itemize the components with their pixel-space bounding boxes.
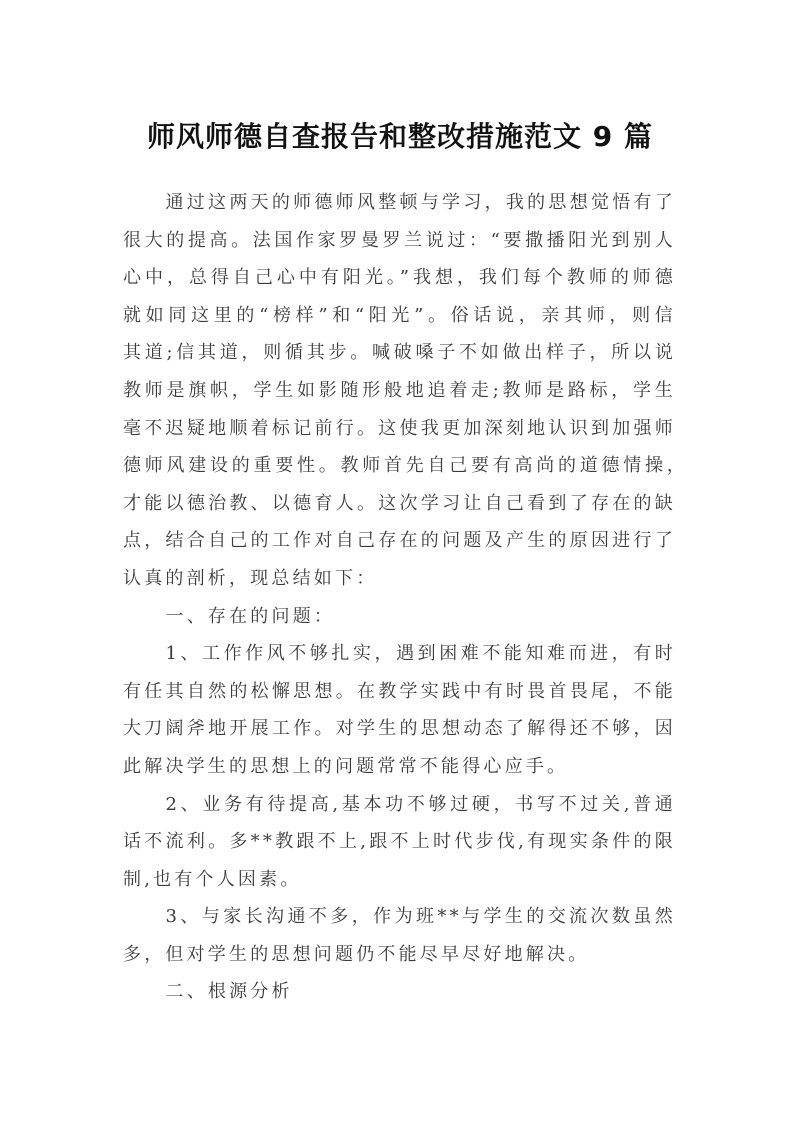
text-line: 毫不迟疑地顺着标记前行。这使我更加深刻地认识到加强师 [123, 417, 676, 439]
document-title: 师风师德自查报告和整改措施范文 9 篇 [147, 119, 653, 153]
text-line: 教师是旗帜，学生如影随形般地追着走;教师是路标，学生 [123, 379, 676, 401]
text-line: 制,也有个人因素。 [123, 868, 302, 890]
section-heading-root-cause [123, 973, 676, 1011]
text-line: 大刀阔斧地开展工作。对学生的思想动态了解得还不够，因 [123, 718, 676, 740]
text-line: 认真的剖析，现总结如下： [123, 567, 378, 589]
text-line: 2、业务有待提高,基本功不够过硬，书写不过关,普通 [165, 793, 676, 815]
problem-item-2 [123, 786, 676, 899]
text-line: 心中，总得自己心中有阳光。”我想，我们每个教师的师德 [123, 267, 676, 289]
document-body [123, 184, 688, 1011]
heading-text: 二、根源分析 [165, 981, 293, 1003]
text-line: 很大的提高。法国作家罗曼罗兰说过：“要撒播阳光到别人 [123, 229, 676, 251]
text-line: 其道;信其道，则循其步。喊破嗓子不如做出样子，所以说 [123, 342, 676, 364]
text-line: 德师风建设的重要性。教师首先自己要有高尚的道德情操， [123, 455, 688, 477]
section-heading-problems [123, 598, 676, 636]
text-line: 通过这两天的师德师风整顿与学习，我的思想觉悟有了 [165, 192, 676, 213]
text-line: 有任其自然的松懈思想。在教学实践中有时畏首畏尾，不能 [123, 680, 676, 702]
text-line: 话不流利。多**教跟不上,跟不上时代步伐,有现实条件的限 [123, 831, 676, 853]
text-line: 1、工作作风不够扎实，遇到困难不能知难而进，有时 [165, 643, 676, 665]
intro-paragraph [123, 184, 688, 598]
text-line: 就如同这里的“榜样”和“阳光”。俗话说，亲其师，则信 [123, 304, 676, 326]
text-line: 点，结合自己的工作对自己存在的问题及产生的原因进行了 [123, 530, 676, 552]
heading-text: 一、存在的问题： [165, 605, 336, 627]
problem-item-1 [123, 635, 676, 785]
text-line: 此解决学生的思想上的问题常常不能得心应手。 [123, 755, 569, 777]
problem-item-3 [123, 898, 676, 973]
text-line: 多，但对学生的思想问题仍不能尽早尽好地解决。 [123, 943, 590, 965]
text-line: 才能以德治教、以德育人。这次学习让自己看到了存在的缺 [123, 492, 676, 514]
text-line: 3、与家长沟通不多，作为班**与学生的交流次数虽然 [165, 906, 676, 928]
